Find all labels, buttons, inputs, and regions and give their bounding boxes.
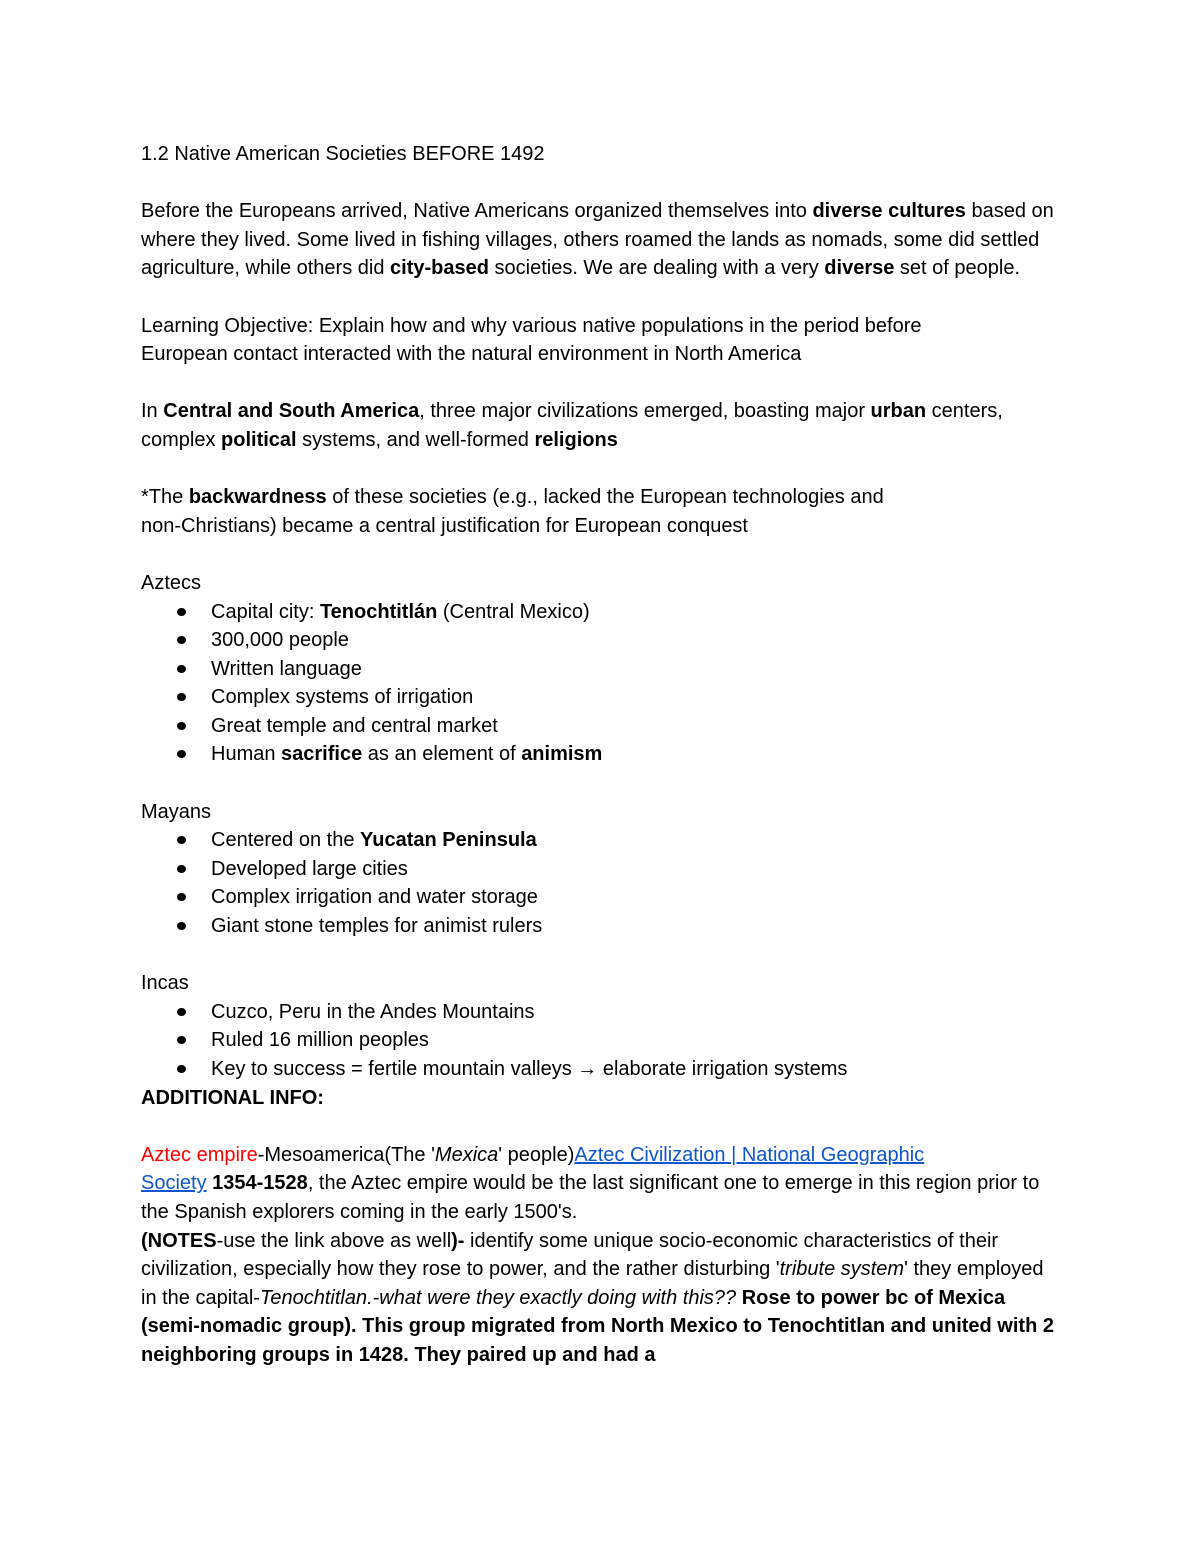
backwardness-bold: backwardness <box>188 486 327 509</box>
central-text-2: , three major civilizations emerged, boasting major <box>419 400 871 423</box>
spacer <box>141 169 1061 198</box>
central-bold-4: religions <box>534 428 618 451</box>
notes-italic-1: tribute system <box>779 1258 905 1281</box>
spacer <box>141 941 1061 970</box>
aztec-empire-red-text: Aztec empire <box>141 1143 258 1166</box>
list-item <box>211 598 1061 627</box>
incas-list <box>141 998 1061 1084</box>
aztec-text-4: , the Aztec empire would be the last significant one to emerge in this region prior to the Spanish explorers coming in the early 1500's. <box>141 1172 1040 1223</box>
aztec-empire-paragraph <box>141 1141 1061 1227</box>
document-page <box>141 140 1061 1370</box>
aztecs-list <box>141 598 1061 770</box>
objective-line-2: European contact interacted with the natural environment in North America <box>141 343 802 366</box>
spacer <box>141 1112 1061 1141</box>
central-america-paragraph <box>141 397 1061 454</box>
aztecs-heading: Aztecs <box>141 571 202 594</box>
aztec-text-2: ' people) <box>498 1143 575 1166</box>
notes-bold-3: Rose to power bc of Mexica (semi-nomadic group). This group migrated from North Mexico to Tenochtitlan and united with 2 neighboring groups in 1428. They paired up and had a <box>141 1286 1054 1366</box>
central-text-3: centers, complex <box>141 400 1003 451</box>
backwardness-paragraph <box>141 483 1061 540</box>
list-item: Cuzco, Peru in the Andes Mountains <box>211 998 1061 1027</box>
list-item <box>211 740 1061 769</box>
notes-text-2: identify some unique socio-economic characteristics of their civilization, especially how they rose to power, and the rather disturbing ' <box>141 1229 999 1281</box>
objective-line-1: Learning Objective: Explain how and why various native populations in the period before <box>141 314 922 337</box>
central-text-1: In <box>141 400 164 423</box>
backwardness-text-1: *The <box>141 486 189 509</box>
list-item: Complex irrigation and water storage <box>211 883 1061 912</box>
notes-bold-2: )- <box>451 1229 465 1252</box>
intro-text-2: based on where they lived. Some lived in fishing villages, others roamed the lands as nomads, some did settled agriculture, while others did <box>141 200 1054 280</box>
list-item-text: Centered on the <box>211 829 360 852</box>
list-item: Giant stone temples for animist rulers <box>211 912 1061 941</box>
central-bold-3: political <box>221 428 297 451</box>
list-item-bold: sacrifice <box>281 743 363 766</box>
list-item: Written language <box>211 655 1061 684</box>
spacer <box>141 540 1061 569</box>
mayans-list <box>141 826 1061 940</box>
mayans-heading: Mayans <box>141 800 212 823</box>
list-item: 300,000 people <box>211 626 1061 655</box>
list-item: Complex systems of irrigation <box>211 683 1061 712</box>
list-item: Developed large cities <box>211 855 1061 884</box>
list-item <box>211 826 1061 855</box>
list-item: Key to success = fertile mountain valleys → elaborate irrigation systems <box>211 1055 1061 1084</box>
spacer <box>141 769 1061 798</box>
additional-info-bold: ADDITIONAL INFO: <box>141 1086 324 1109</box>
notes-text-3: ' they employed in the capital- <box>141 1258 1044 1309</box>
intro-bold-2: city-based <box>390 257 489 280</box>
list-item-bold: Tenochtitlán <box>319 600 438 623</box>
additional-info-heading <box>141 1084 1061 1113</box>
central-text-4: systems, and well-formed <box>296 428 535 451</box>
list-item-text: Capital city: <box>211 600 320 623</box>
intro-bold-1: diverse cultures <box>812 200 966 223</box>
notes-paragraph <box>141 1227 1061 1370</box>
intro-text-1: Before the Europeans arrived, Native Americans organized themselves into <box>141 200 813 223</box>
notes-bold-1: (NOTES <box>141 1229 217 1252</box>
list-item-bold: Yucatan Peninsula <box>360 829 537 852</box>
spacer <box>141 283 1061 312</box>
intro-text-3: societies. We are dealing with a very <box>488 257 825 280</box>
aztec-text-1: -Mesoamerica(The ' <box>257 1143 435 1166</box>
intro-bold-3: diverse <box>824 257 895 280</box>
natgeo-link-line-2[interactable]: Society <box>141 1172 207 1195</box>
spacer <box>141 455 1061 484</box>
natgeo-link-line-1[interactable]: Aztec Civilization | National Geographic <box>574 1143 925 1166</box>
backwardness-line-2: non-Christians) became a central justification for European conquest <box>141 514 748 537</box>
notes-text-1: -use the link above as well <box>216 1229 452 1252</box>
incas-heading: Incas <box>141 972 189 995</box>
list-item: Great temple and central market <box>211 712 1061 741</box>
backwardness-text-2: of these societies (e.g., lacked the European technologies and <box>326 486 884 509</box>
list-item-text: as an element of <box>362 743 522 766</box>
notes-italic-2: Tenochtitlan.-what were they exactly doing with this?? <box>259 1286 737 1309</box>
central-bold-2: urban <box>870 400 927 423</box>
intro-paragraph <box>141 197 1061 283</box>
page-title: 1.2 Native American Societies BEFORE 1492 <box>141 143 545 165</box>
list-item-text: Human <box>211 743 282 766</box>
central-bold-1: Central and South America <box>163 400 420 423</box>
list-item-bold: animism <box>521 743 603 766</box>
aztec-bold-dates: 1354-1528 <box>212 1172 308 1195</box>
list-item: Ruled 16 million peoples <box>211 1026 1061 1055</box>
spacer <box>141 369 1061 398</box>
intro-text-4: set of people. <box>894 257 1021 280</box>
learning-objective <box>141 312 1061 369</box>
aztec-italic-mexica: Mexica <box>434 1143 499 1166</box>
list-item-text: (Central Mexico) <box>437 600 590 623</box>
